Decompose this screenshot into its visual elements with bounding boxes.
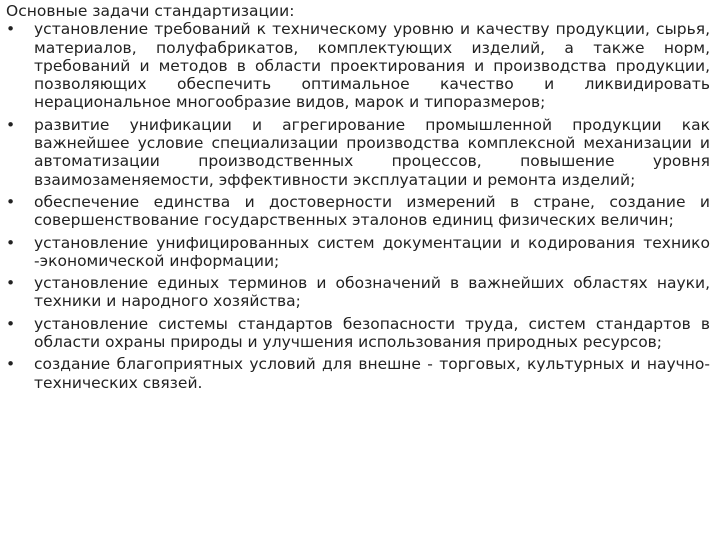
list-item-text: установление унифицированных систем документации и кодирования технико -экономической информации; <box>34 233 710 270</box>
bullet-icon: • <box>6 314 16 333</box>
list-item <box>6 234 710 271</box>
tasks-list <box>6 20 710 392</box>
list-item <box>6 116 710 189</box>
bullet-icon: • <box>6 233 16 252</box>
list-item <box>6 20 710 111</box>
bullet-icon: • <box>6 192 16 211</box>
list-item <box>6 315 710 352</box>
bullet-icon: • <box>6 20 16 39</box>
bullet-icon: • <box>6 355 16 374</box>
bullet-icon: • <box>6 115 16 134</box>
list-item <box>6 355 710 392</box>
list-item <box>6 193 710 230</box>
list-item-text: установление системы стандартов безопасности труда, систем стандартов в области охраны природы и улучшения использования природных ресурсов; <box>34 314 710 352</box>
list-item-text: обеспечение единства и достоверности измерений в стране, создание и совершенствование государственных эталонов единиц физических величин; <box>34 192 710 230</box>
document-title: Основные задачи стандартизации: <box>6 2 295 20</box>
list-item-text: установление единых терминов и обозначений в важнейших областях науки, техники и народного хозяйства; <box>34 274 710 311</box>
list-item <box>6 274 710 311</box>
list-item-text: установление требований к техническому уровню и качеству продукции, сырья, материалов, полуфабрикатов, комплектующих изделий, а также норм, требований и методов в области проектирования и производства продукции, позволяющих обеспечить оптимальное качество и ликвидировать нерациональное многообразие видов, марок и типоразмеров; <box>34 20 710 112</box>
list-item-text: развитие унификации и агрегирование промышленной продукции как важнейшее условие специализации производства комплексной механизации и автоматизации производственных процессов, повышение уровня взаимозаменяемости, эффективности эксплуатации и ремонта изделий; <box>34 115 710 189</box>
list-item-text: создание благоприятных условий для внешне - торговых, культурных и научно-технических связей. <box>34 355 710 392</box>
bullet-icon: • <box>6 274 16 293</box>
